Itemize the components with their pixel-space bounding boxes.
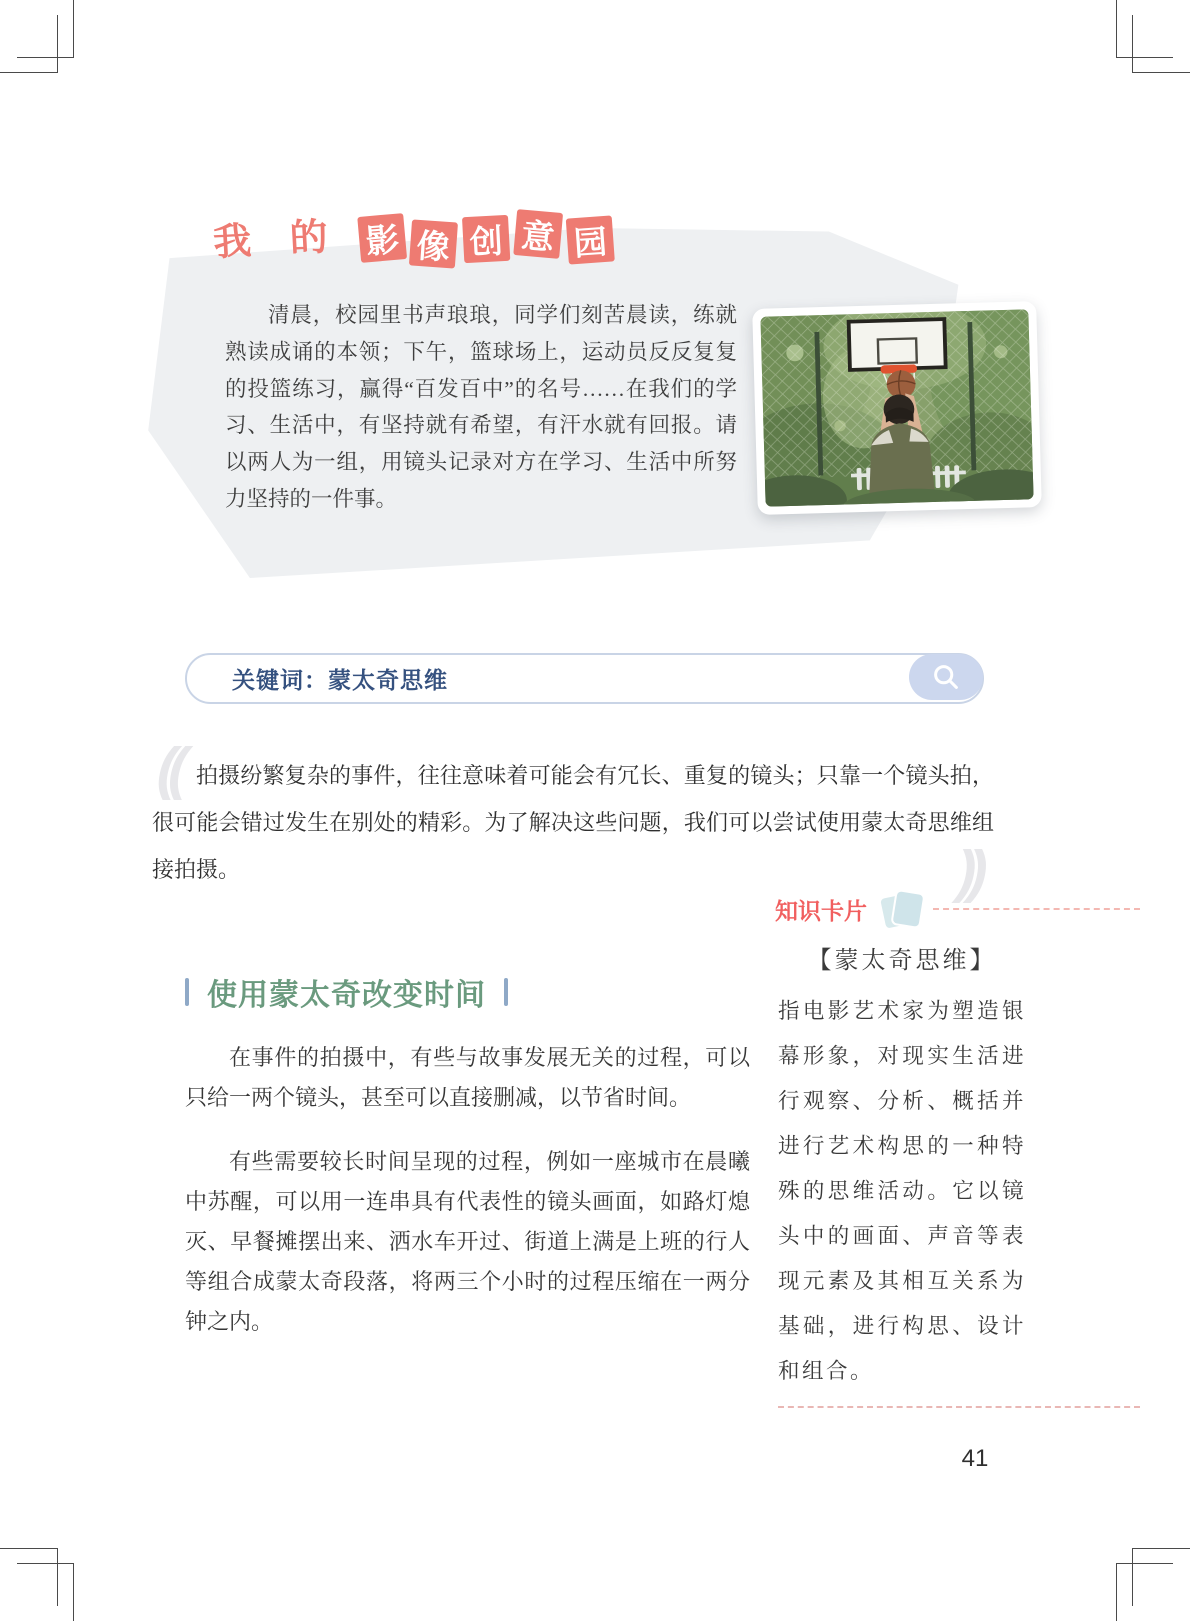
title-block-char: 创 (462, 214, 510, 262)
dashed-divider (933, 908, 1140, 910)
basketball-photo-illustration (760, 309, 1033, 506)
knowledge-card-title: 【蒙太奇思维】 (807, 948, 997, 974)
quote-paragraph: 拍摄纷繁复杂的事件，往往意味着可能会有冗长、重复的镜头；只靠一个镜头拍，很可能会错过发生在别处的精彩。为了解决这些问题，我们可以尝试使用蒙太奇思维组接拍摄。 (152, 763, 994, 882)
body-paragraph: 在事件的拍摄中，有些与故事发展无关的过程，可以只给一两个镜头，甚至可以直接删减，以节省时间。 (185, 1045, 750, 1110)
search-button[interactable] (909, 654, 983, 700)
main-text-column (185, 1038, 750, 1366)
title-block-char: 像 (408, 219, 457, 268)
page-title-prefix: 我 的 (212, 215, 343, 265)
knowledge-card-label: 知识卡片 (775, 897, 867, 924)
section-heading (185, 970, 508, 1014)
intro-paragraph: 清晨，校园里书声琅琅，同学们刻苦晨读，练就熟读成诵的本领；下午，篮球场上，运动员反反复复的投篮练习，赢得“百发百中”的名号……在我们的学习、生活中，有坚持就有希望，有汗水就有回报。请以两人为一组，用镜头记录对方在学习、生活中所努力坚持的一件事。 (225, 303, 737, 511)
page-number: 41 (961, 1445, 989, 1472)
basketball-photo (752, 301, 1042, 515)
crop-mark (0, 15, 58, 73)
crop-mark (1132, 15, 1190, 73)
page-title-blocks (356, 213, 616, 266)
crop-mark (0, 1548, 58, 1606)
open-quote-mark: (( (151, 736, 188, 801)
heading-left-bar (185, 978, 189, 1006)
title-block-char: 意 (513, 209, 563, 259)
search-icon (931, 662, 961, 692)
dashed-divider (778, 1406, 1140, 1408)
heading-right-bar (504, 978, 508, 1006)
keyword-search-bar[interactable] (185, 653, 984, 704)
page-title (212, 208, 616, 266)
body-paragraph: 有些需要较长时间呈现的过程，例如一座城市在晨曦中苏醒，可以用一连串具有代表性的镜头画面，如路灯熄灭、早餐摊摆出来、洒水车开过、街道上满是上班的行人等组合成蒙太奇段落，将两三个小时的过程压缩在一两分钟之内。 (185, 1149, 750, 1334)
title-block-char: 影 (357, 213, 407, 263)
cards-icon (877, 888, 927, 930)
knowledge-card-body: 指电影艺术家为塑造银幕形象，对现实生活进行观察、分析、概括并进行艺术构思的一种特殊的思维活动。它以镜头中的画面、声音等表现元素及其相互关系为基础，进行构思、设计和组合。 (778, 999, 1026, 1383)
section-heading-text: 使用蒙太奇改变时间 (207, 979, 486, 1012)
title-block-char: 园 (565, 215, 614, 264)
crop-mark (1132, 1548, 1190, 1606)
keyword-label: 关键词：蒙太奇思维 (232, 667, 448, 693)
close-quote-mark: )) (951, 839, 988, 904)
knowledge-card (778, 940, 1140, 1394)
